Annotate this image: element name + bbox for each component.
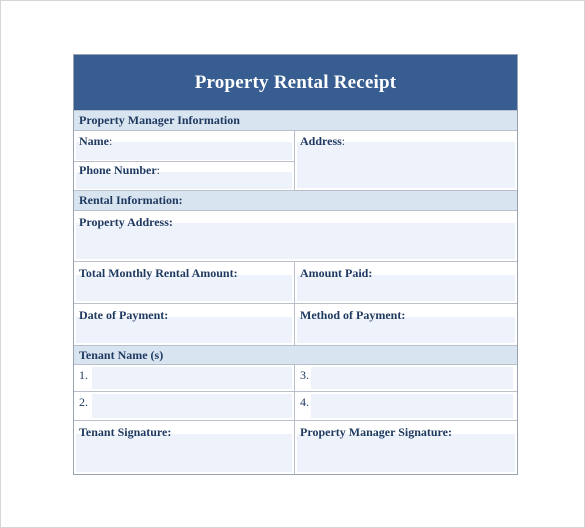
tenant-2-cell [74,392,295,420]
tenant-section-label: Tenant Name (s) [79,347,164,362]
payment-row [74,303,517,345]
tenant-1-number: 1. [79,368,88,382]
address-label: Address: [300,134,346,148]
manager-section-header [74,110,517,130]
property-address-label: Property Address: [79,215,173,229]
rental-section-label: Rental Information: [79,193,183,207]
property-address-row [74,210,517,261]
manager-signature-label: Property Manager Signature: [300,425,452,439]
amount-paid-cell [295,262,517,303]
tenant-1-cell [74,365,295,391]
tenant-4-field[interactable] [311,394,513,418]
tenant-2-number: 2. [79,395,88,409]
manager-name-phone-cell [74,131,295,190]
form-title: Property Rental Receipt [74,55,517,110]
divider [74,161,294,162]
date-payment-label: Date of Payment: [79,308,169,322]
total-rent-label: Total Monthly Rental Amount: [79,266,238,280]
method-payment-cell [295,304,517,345]
tenant-4-cell [295,392,517,420]
phone-label: Phone Number: [79,163,161,177]
manager-signature-cell [295,421,517,474]
total-rent-cell [74,262,295,303]
tenant-2-field[interactable] [92,394,292,418]
tenant-row-2 [74,391,517,420]
property-address-cell [74,211,517,261]
tenant-section-header [74,345,517,364]
manager-section-label: Property Manager Information [79,113,240,127]
manager-address-cell [295,131,517,190]
tenant-4-number: 4. [300,395,309,409]
tenant-3-field[interactable] [311,367,513,389]
rental-amount-row [74,261,517,303]
name-label: Name: [79,134,113,148]
method-payment-label: Method of Payment: [300,308,406,322]
tenant-1-field[interactable] [92,367,292,389]
tenant-3-number: 3. [300,368,309,382]
tenant-row-1 [74,364,517,391]
tenant-signature-label: Tenant Signature: [79,425,172,439]
date-payment-cell [74,304,295,345]
rental-receipt-form [73,54,518,475]
rental-section-header [74,190,517,210]
tenant-3-cell [295,365,517,391]
signature-row [74,420,517,474]
tenant-signature-cell [74,421,295,474]
manager-info-row [74,130,517,190]
amount-paid-label: Amount Paid: [300,266,373,280]
